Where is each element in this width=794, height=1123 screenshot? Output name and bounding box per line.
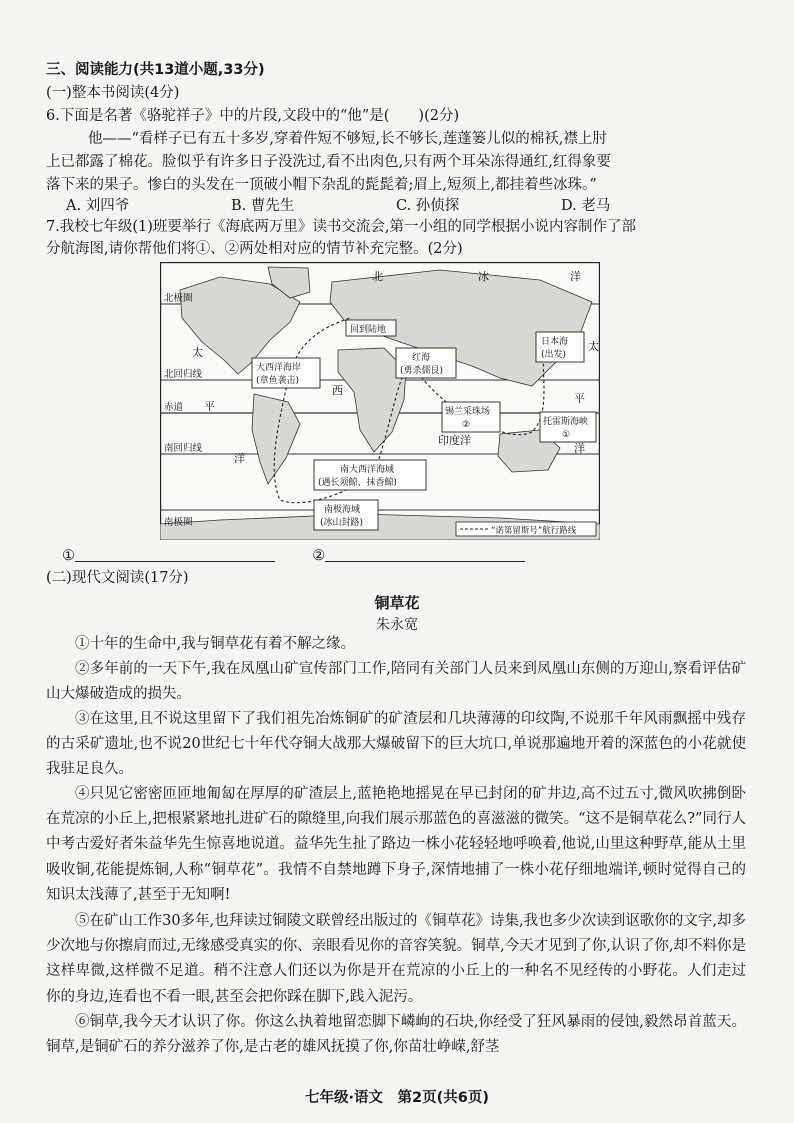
blank-2-label: ②	[312, 548, 326, 564]
question-7-stem-line-1: 7.我校七年级(1)班要举行《海底两万里》读书交流会,第一小组的同学根据小说内容制作了部	[46, 219, 636, 235]
ocean-char: 冰	[478, 270, 489, 283]
box-antarctic-sea-title: 南极海域	[324, 505, 361, 515]
ocean-char: 太	[588, 340, 599, 353]
option-c: C. 孙侦探	[396, 198, 460, 214]
box-torres-strait-title: 托雷斯海峡	[543, 417, 589, 427]
page-footer: 七年级·语文 第2页(共6页)	[305, 1090, 489, 1106]
article-paragraph-5: ⑤在矿山工作30多年,也拜读过铜陵文联曾经出版过的《铜草花》诗集,我也多少次读到讴歌你的文字,却多少次地与你擦肩而过,无缘感受真实的你、亲眼看见你的音容笑貌。铜草,今天才见到了你,认识了你,却不料你是这样卑微,这样微不足道。稍不注意人们还以为你是开在荒凉的小丘上的一种名不见经传的小野花。人们走过你的身边,连看也不看一眼,甚至会把你踩在脚下,践入泥污。	[46, 913, 746, 1005]
box-torres-strait-sub: ①	[562, 430, 571, 440]
box-red-sea-title: 红海	[412, 353, 431, 363]
subsection-heading: (一)整本书阅读(4分)	[46, 85, 180, 101]
subsection-heading: (二)现代文阅读(17分)	[46, 570, 189, 586]
question-6-passage-line-3: 落下来的果子。惨白的头发在一顶破小帽下杂乱的髭髭着;眉上,短须上,都挂着些冰珠。”	[46, 177, 597, 193]
ocean-char: 北	[372, 270, 383, 283]
ocean-char: 平	[574, 392, 585, 405]
label-antarctic-circle: 南极圈	[164, 517, 193, 528]
article-paragraph-4: ④只见它密密匝匝地匍匐在厚厚的矿渣层上,蓝艳艳地摇晃在早已封闭的矿井边,高不过五寸,微风吹拂倒卧在荒凉的小丘上,把根紧紧地扎进矿石的隙缝里,向我们展示那蓝色的喜滋滋的微笑。“这不是铜草花么?”同行人中考古爱好者朱益华先生惊喜地说道。益华先生扯了路边一株小花轻轻地呼唤着,他说,山里这种野草,能从土里吸收铜,花能提炼铜,人称“铜草花”。我情不自禁地蹲下身子,深情地捕了一株小花仔细地端详,顿时觉得自己的知识太浅薄了,甚至于无知啊!	[46, 786, 746, 903]
box-antarctic-sea-sub: (冰山封路)	[320, 518, 364, 528]
question-7-answer-blanks	[62, 546, 525, 566]
ocean-char: 西	[332, 384, 343, 397]
question-6-options	[66, 196, 726, 216]
box-atlantic-coast-sub: (章鱼袭击)	[256, 376, 300, 386]
question-6-passage-line-2: 上已都露了棉花。脸似乎有许多日子没洗过,看不出肉色,只有两个耳朵冻得通红,红得象要	[46, 154, 611, 170]
box-sea-of-japan-sub: (出发)	[541, 350, 567, 360]
option-a: A. 刘四爷	[66, 198, 130, 214]
ocean-char: 洋	[574, 442, 585, 455]
question-7-stem-line-2: 分航海图,请你帮他们将①、②两处相对应的情节补充完整。(2分)	[46, 241, 463, 257]
option-b: B. 曹先生	[231, 198, 295, 214]
box-red-sea-sub: (勇杀儒艮)	[400, 366, 444, 376]
article-title: 铜草花	[374, 594, 420, 612]
label-tropic-cancer: 北回归线	[164, 369, 203, 380]
box-atlantic-coast-title: 大西洋海岸	[256, 363, 302, 373]
article-paragraph-6: ⑥铜草,我今天才认识了你。你这么执着地留恋脚下嶙峋的石块,你经受了狂风暴雨的侵蚀,毅然昂首蓝天。铜草,是铜矿石的养分滋养了你,是古老的雄风抚摸了你,你苗壮峥嵘,舒茎	[46, 1014, 746, 1056]
article-paragraph-3: ③在这里,且不说这里留下了我们祖先冶炼铜矿的矿渣层和几块薄薄的印纹陶,不说那千年风雨飘摇中残存的古采矿遗址,也不说20世纪七十年代夺铜大战那大爆破留下的巨大坑口,单说那遍地开着的深蓝色的小花就使我驻足良久。	[46, 711, 746, 778]
article-author: 朱永宽	[376, 617, 418, 633]
option-d: D. 老马	[561, 198, 611, 214]
label-tropic-capricorn: 南回归线	[164, 443, 203, 454]
ocean-char: 平	[204, 400, 215, 413]
box-sea-of-japan-title: 日本海	[541, 337, 569, 347]
article-paragraph-1: ①十年的生命中,我与铜草花有着不解之缘。	[75, 636, 356, 652]
article-paragraph-2: ②多年前的一天下午,我在凤凰山矿宣传部门工作,陪同有关部门人员来到凤凰山东侧的万迎山,察看评估矿山大爆破造成的损失。	[46, 661, 746, 703]
box-south-atlantic-title: 南大西洋海域	[340, 465, 395, 475]
answer-blank-1[interactable]	[75, 547, 275, 562]
ocean-char: 印度洋	[438, 434, 471, 447]
box-ceylon-pearl-title: 锡兰采珠场	[445, 407, 491, 417]
question-6-stem: 6.下面是名著《骆驼祥子》中的片段,文段中的“他”是( )(2分)	[46, 108, 460, 124]
answer-blank-2[interactable]	[325, 547, 525, 562]
ocean-char: 洋	[570, 270, 581, 283]
ocean-char: 洋	[234, 452, 245, 465]
label-equator: 赤道	[164, 402, 184, 413]
box-ceylon-pearl-sub: ②	[462, 420, 471, 430]
question-6-passage-line-1: 他——“看样子已有五十多岁,穿着件短不够短,长不够长,莲蓬篓儿似的棉袄,襟上肘	[88, 131, 607, 147]
blank-1-label: ①	[62, 548, 75, 564]
section-heading: 三、阅读能力(共13道小题,33分)	[46, 62, 265, 78]
ocean-char: 太	[192, 346, 203, 359]
box-return-land-title: 回到陆地	[350, 325, 387, 335]
box-south-atlantic-sub: (遇长须鲸、抹香鲸)	[318, 478, 398, 488]
voyage-map	[160, 262, 600, 540]
legend-text: “诺第留斯号”航行路线	[491, 526, 577, 536]
label-arctic-circle: 北极圈	[164, 293, 193, 304]
